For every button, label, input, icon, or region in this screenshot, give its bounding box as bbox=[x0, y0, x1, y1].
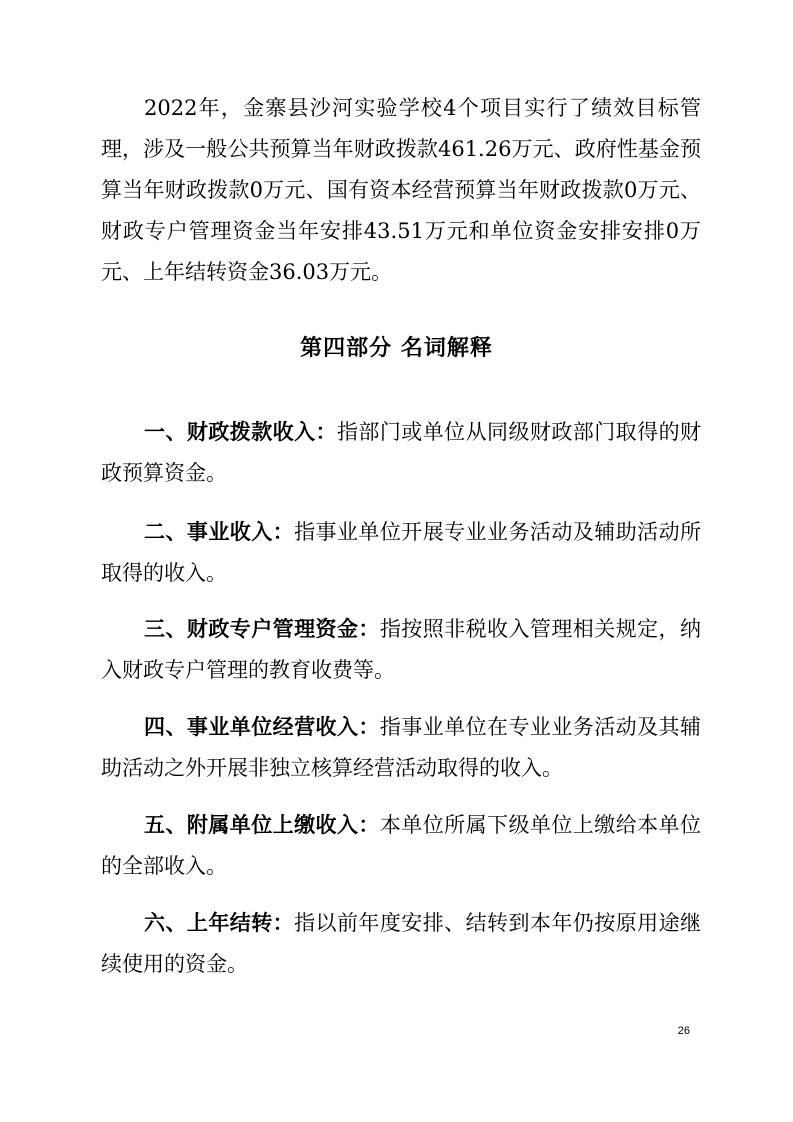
definition-text: 指以前年度安排、结转到本年仍按原用途继续使用的资金。 bbox=[101, 911, 702, 976]
intro-paragraph: 2022年，金寨县沙河实验学校4个项目实行了绩效目标管理，涉及一般公共预算当年财政拨款461.26万元、政府性基金预算当年财政拨款0万元、国有资本经营预算当年财政拨款0万元、财政专户管理资金当年安排43.51万元和单位资金安排安排0万元、上年结转资金36.03万元。 bbox=[101, 96, 701, 284]
definition-item bbox=[101, 412, 701, 494]
section-title: 第四部分 名词解释 bbox=[300, 336, 493, 361]
definition-term: 一、财政拨款收入： bbox=[144, 420, 337, 444]
definition-item bbox=[101, 609, 701, 691]
definition-item bbox=[101, 512, 701, 594]
definition-text: 指事业单位开展专业业务活动及辅助活动所取得的收入。 bbox=[101, 520, 702, 585]
definition-term: 三、财政专户管理资金： bbox=[144, 617, 380, 641]
definition-text: 指按照非税收入管理相关规定，纳入财政专户管理的教育收费等。 bbox=[101, 617, 702, 682]
definition-term: 五、附属单位上缴收入： bbox=[144, 813, 380, 837]
definition-item bbox=[101, 903, 701, 985]
definition-item bbox=[101, 707, 701, 789]
definition-text: 指部门或单位从同级财政部门取得的财政预算资金。 bbox=[101, 420, 702, 485]
definition-term: 四、事业单位经营收入： bbox=[144, 715, 380, 739]
definition-term: 二、事业收入： bbox=[144, 520, 295, 544]
definition-text: 指事业单位在专业业务活动及其辅助活动之外开展非独立核算经营活动取得的收入。 bbox=[101, 715, 702, 780]
definition-term: 六、上年结转： bbox=[144, 911, 295, 935]
definition-item bbox=[101, 805, 701, 887]
definition-text: 本单位所属下级单位上缴给本单位的全部收入。 bbox=[101, 813, 702, 878]
page-number: 26 bbox=[677, 1025, 690, 1037]
